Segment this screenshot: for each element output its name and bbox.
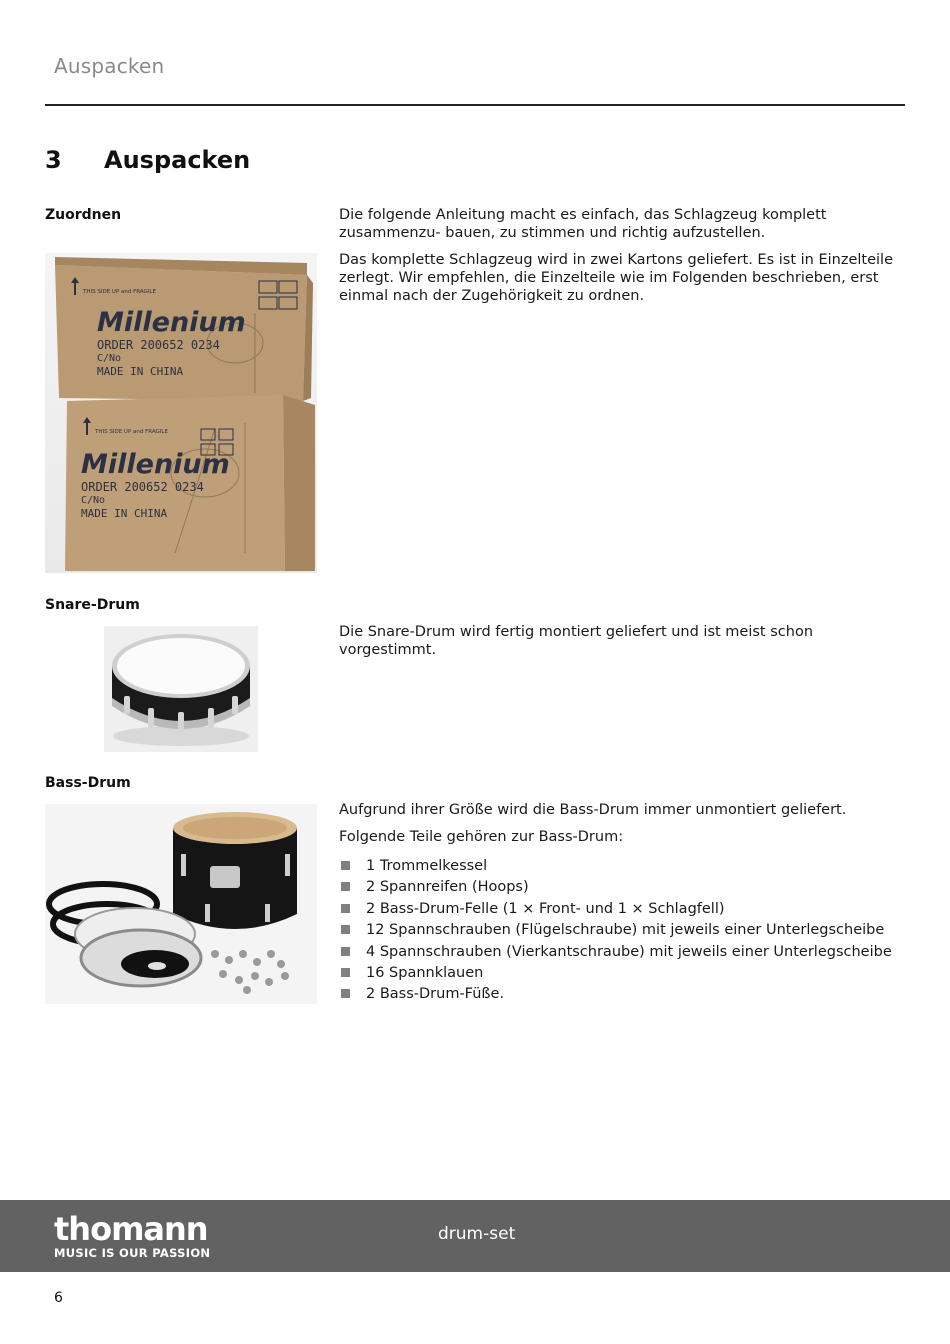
- bass-drum-parts-list: [339, 856, 905, 1006]
- list-item: [339, 963, 905, 984]
- paragraph: Das komplette Schlagzeug wird in zwei Kartons geliefert. Es ist in Einzelteile zerlegt. Wir empfehlen, die Einzelteile wie im Folgenden beschrieben, erst einmal nach der Zugehörigkeit zu ordnen.: [339, 252, 893, 304]
- cartons-photo: [45, 253, 317, 573]
- footer-bar: [0, 1200, 950, 1272]
- list-item-text: 1 Trommelkessel: [366, 858, 488, 874]
- logo-wordmark: thomann: [54, 1210, 208, 1248]
- bullet-square-icon: [341, 925, 350, 934]
- chapter-title: Auspacken: [104, 146, 251, 174]
- section-text-zuordnen: [339, 206, 905, 314]
- paragraph: Folgende Teile gehören zur Bass-Drum:: [339, 829, 624, 845]
- bullet-square-icon: [341, 989, 350, 998]
- section-label-zuordnen: Zuordnen: [45, 207, 122, 223]
- box-top-brand: Millenium: [97, 307, 246, 338]
- section-text-bass: [339, 801, 905, 855]
- bullet-square-icon: [341, 861, 350, 870]
- chapter-number: 3: [45, 146, 62, 174]
- list-item-text: 12 Spannschrauben (Flügelschraube) mit jeweils einer Unterlegscheibe: [366, 922, 885, 939]
- box-bottom-origin: MADE IN CHINA: [81, 507, 168, 520]
- box-bottom-order: ORDER 200652 0234: [81, 480, 204, 494]
- page-number: 6: [54, 1290, 63, 1306]
- footer-product-name: drum-set: [438, 1224, 516, 1244]
- logo-tagline: MUSIC IS OUR PASSION: [54, 1246, 211, 1260]
- bullet-square-icon: [341, 882, 350, 891]
- box-bottom-cn: C/No: [81, 495, 106, 506]
- list-item: [339, 877, 905, 898]
- bass-drum-parts-photo: [45, 804, 317, 1004]
- box-top-order: ORDER 200652 0234: [97, 338, 220, 352]
- running-head: Auspacken: [54, 54, 165, 78]
- paragraph: Die Snare-Drum wird fertig montiert geliefert und ist meist schon vorgestimmt.: [339, 624, 814, 658]
- thomann-logo: [54, 1210, 210, 1260]
- list-item: [339, 984, 905, 1005]
- bullet-square-icon: [341, 904, 350, 913]
- list-item: [339, 920, 905, 941]
- list-item: [339, 899, 905, 920]
- box-top-arrow-text: THIS SIDE UP and FRAGILE: [83, 289, 156, 295]
- list-item: [339, 942, 905, 963]
- list-item-text: 2 Spannreifen (Hoops): [366, 879, 529, 896]
- section-label-bass: Bass-Drum: [45, 775, 131, 791]
- list-item-text: 4 Spannschrauben (Vierkantschraube) mit jeweils einer Unterlegscheibe: [366, 943, 892, 960]
- section-label-snare: Snare-Drum: [45, 597, 140, 613]
- section-text-snare: [339, 623, 905, 668]
- snare-drum-photo: [104, 626, 258, 752]
- list-item-text: 2 Bass-Drum-Füße.: [366, 986, 505, 1003]
- list-item-text: 16 Spannklauen: [366, 964, 484, 981]
- paragraph: Die folgende Anleitung macht es einfach, das Schlagzeug komplett zusammenzu- bauen, zu stimmen und richtig aufzustellen.: [339, 207, 827, 241]
- paragraph: Aufgrund ihrer Größe wird die Bass-Drum immer unmontiert geliefert.: [339, 802, 847, 818]
- list-item-text: 2 Bass-Drum-Felle (1 × Front- und 1 × Schlagfell): [366, 900, 725, 917]
- box-top-origin: MADE IN CHINA: [97, 365, 184, 378]
- bullet-square-icon: [341, 968, 350, 977]
- box-top-cn: C/No: [97, 353, 122, 364]
- bullet-square-icon: [341, 947, 350, 956]
- box-bottom-brand: Millenium: [81, 449, 230, 480]
- header-rule: [45, 104, 905, 106]
- box-bottom-arrow-text: THIS SIDE UP and FRAGILE: [95, 429, 168, 435]
- list-item: [339, 856, 905, 877]
